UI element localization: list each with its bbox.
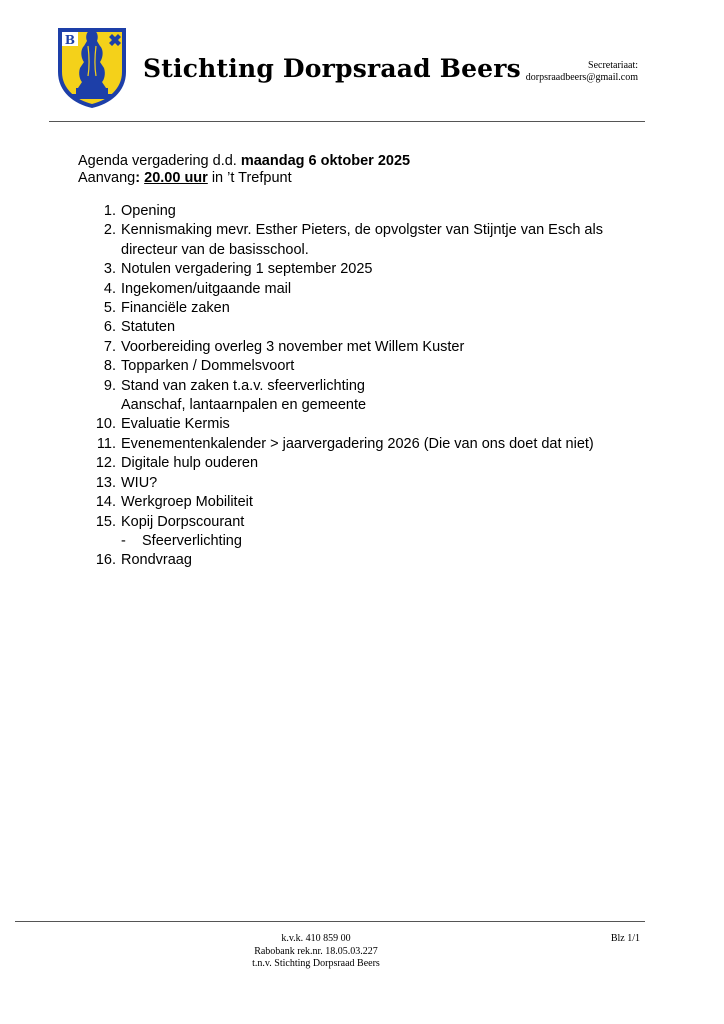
agenda-subitem: - Sfeerverlichting: [121, 532, 242, 549]
secretariat-block: [526, 60, 638, 84]
agenda-item: 3. Notulen vergadering 1 september 2025: [103, 261, 373, 278]
agenda-item: 5. Financiële zaken: [103, 300, 230, 317]
agenda-item: 2. Kennismaking mevr. Esther Pieters, de opvolgster van Stijntje van Esch als directeur van de basisschool.: [103, 222, 603, 258]
bank-account: Rabobank rek.nr. 18.05.03.227: [254, 945, 378, 957]
footer-registration: [200, 933, 432, 971]
agenda-item: 10. Evaluatie Kermis: [95, 416, 230, 433]
page-number: Blz 1/1: [610, 933, 640, 944]
secretariat-label: Secretariaat:: [588, 60, 638, 71]
header-divider: [49, 121, 645, 122]
agenda-item: 11. Evenementenkalender > jaarvergadering 2026 (Die van ons doet dat niet): [96, 435, 594, 452]
meeting-date: maandag 6 oktober 2025: [240, 153, 411, 169]
secretariat-email: dorpsraadbeers@gmail.com: [525, 72, 638, 83]
agenda-item: 13. WIU?: [95, 474, 158, 491]
agenda-item: 6. Statuten: [103, 319, 176, 336]
agenda-item: 4. Ingekomen/uitgaande mail: [103, 280, 292, 297]
agenda-item: 1. Opening: [103, 203, 176, 219]
agenda-item: 8. Topparken / Dommelsvoort: [103, 358, 295, 375]
agenda-items-list: [78, 202, 638, 571]
start-time-prefix: Aanvang: [78, 170, 136, 186]
dorpsraad-beers-crest-logo: [54, 24, 130, 110]
meeting-date-prefix: Agenda vergadering d.d.: [78, 153, 241, 169]
agenda-item: 14. Werkgroep Mobiliteit: [95, 494, 253, 511]
agenda-item: 16. Rondvraag: [95, 552, 192, 569]
svg-text:B: B: [64, 33, 76, 47]
agenda-item: 15. Kopij Dorpscourant - Sfeerverlichting: [78, 513, 638, 552]
meeting-date-line: [78, 153, 410, 170]
footer-divider: [15, 921, 645, 922]
agenda-item: 9. Stand van zaken t.a.v. sfeerverlichting Aanschaf, lantaarnpalen en gemeente: [103, 377, 367, 414]
agenda-item: 12. Digitale hulp ouderen: [95, 455, 259, 472]
agenda-item: 7. Voorbereiding overleg 3 november met Willem Kuster: [103, 338, 465, 355]
start-time: 20.00 uur: [144, 170, 208, 186]
start-time-colon: :: [135, 170, 141, 186]
agenda-heading: [78, 153, 410, 187]
organisation-title: Stichting Dorpsraad Beers: [143, 54, 521, 83]
account-holder: t.n.v. Stichting Dorpsraad Beers: [252, 958, 380, 969]
location-text: in ’t Trefpunt: [207, 170, 292, 186]
agenda-item-continuation: Aanschaf, lantaarnpalen en gemeente: [121, 397, 367, 414]
kvk-number: k.v.k. 410 859 00: [281, 933, 351, 944]
start-time-line: [78, 170, 410, 187]
